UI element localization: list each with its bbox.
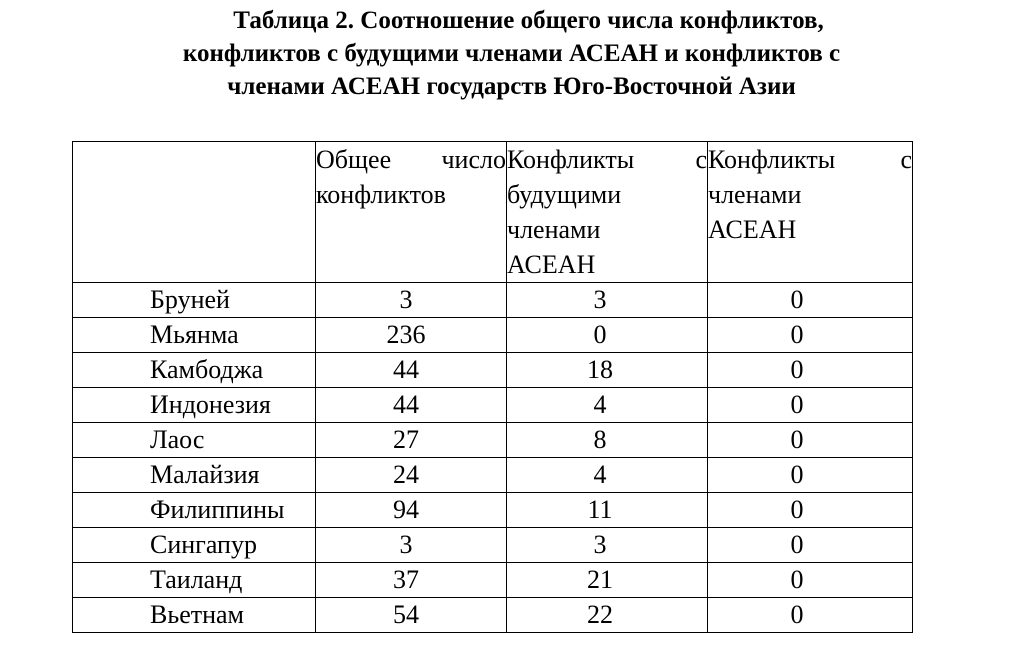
table-row (73, 353, 913, 388)
header-word: с (695, 145, 707, 174)
header-word: АСЕАН (507, 250, 596, 279)
conflicts-table (72, 141, 913, 633)
header-country-empty (73, 142, 316, 283)
table-caption (0, 4, 1023, 103)
table-row (73, 598, 913, 633)
total-cell: 3 (316, 283, 507, 318)
header-word: будущими (507, 180, 622, 209)
total-cell: 44 (316, 353, 507, 388)
header-word: с (900, 145, 912, 174)
members-cell: 0 (708, 528, 913, 563)
country-cell: Бруней (73, 283, 316, 318)
caption-line-3: членами АСЕАН государств Юго-Восточной Азии (227, 73, 796, 100)
table-row (73, 318, 913, 353)
header-future-line1 (507, 142, 707, 177)
header-future-members-conflicts (507, 142, 708, 283)
members-cell: 0 (708, 563, 913, 598)
caption-line-1: Таблица 2. Соотношение общего числа конфликтов, (233, 7, 824, 34)
total-cell: 44 (316, 388, 507, 423)
total-cell: 236 (316, 318, 507, 353)
table-row (73, 528, 913, 563)
members-cell: 0 (708, 283, 913, 318)
country-cell: Камбоджа (73, 353, 316, 388)
header-word: АСЕАН (708, 215, 797, 244)
total-cell: 27 (316, 423, 507, 458)
table-header-row (73, 142, 913, 283)
future-cell: 11 (507, 493, 708, 528)
members-cell: 0 (708, 353, 913, 388)
future-cell: 3 (507, 528, 708, 563)
members-cell: 0 (708, 493, 913, 528)
future-cell: 4 (507, 458, 708, 493)
future-cell: 0 (507, 318, 708, 353)
header-word: членами (507, 215, 601, 244)
country-cell: Таиланд (73, 563, 316, 598)
future-cell: 18 (507, 353, 708, 388)
country-cell: Филиппины (73, 493, 316, 528)
table-row (73, 388, 913, 423)
future-cell: 4 (507, 388, 708, 423)
header-word: Общее (316, 145, 392, 174)
total-cell: 94 (316, 493, 507, 528)
header-word: Конфликты (708, 145, 836, 174)
header-total-line1 (316, 142, 506, 177)
total-cell: 3 (316, 528, 507, 563)
table-row (73, 283, 913, 318)
members-cell: 0 (708, 423, 913, 458)
header-total-conflicts (316, 142, 507, 283)
table-row (73, 493, 913, 528)
country-cell: Вьетнам (73, 598, 316, 633)
total-cell: 37 (316, 563, 507, 598)
header-members-line1 (708, 142, 912, 177)
header-word: Конфликты (507, 145, 635, 174)
country-cell: Сингапур (73, 528, 316, 563)
table-row (73, 458, 913, 493)
total-cell: 24 (316, 458, 507, 493)
header-word: членами (708, 180, 802, 209)
future-cell: 21 (507, 563, 708, 598)
future-cell: 22 (507, 598, 708, 633)
members-cell: 0 (708, 388, 913, 423)
members-cell: 0 (708, 318, 913, 353)
header-members-conflicts (708, 142, 913, 283)
table-row (73, 423, 913, 458)
country-cell: Индонезия (73, 388, 316, 423)
header-word: конфликтов (316, 180, 446, 209)
members-cell: 0 (708, 458, 913, 493)
country-cell: Малайзия (73, 458, 316, 493)
future-cell: 8 (507, 423, 708, 458)
country-cell: Лаос (73, 423, 316, 458)
caption-line-2: конфликтов с будущими членами АСЕАН и конфликтов с (182, 40, 841, 67)
total-cell: 54 (316, 598, 507, 633)
members-cell: 0 (708, 598, 913, 633)
future-cell: 3 (507, 283, 708, 318)
table-row (73, 563, 913, 598)
country-cell: Мьянма (73, 318, 316, 353)
header-word: число (441, 145, 506, 174)
